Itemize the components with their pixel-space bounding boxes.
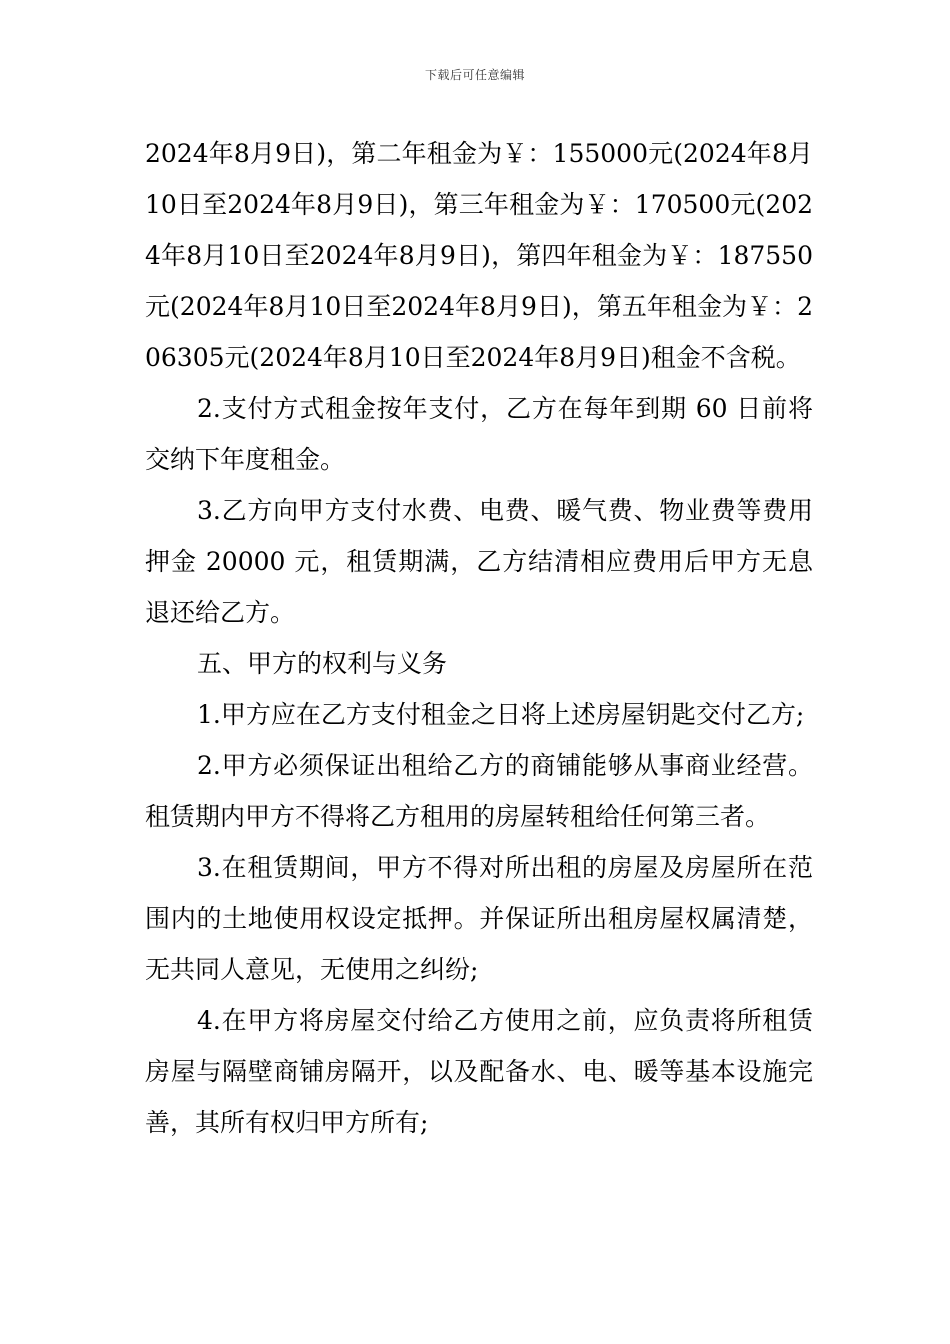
paragraph-landlord-duty-3: 3.在租赁期间，甲方不得对所出租的房屋及房屋所在范围内的土地使用权设定抵押。并保证所出租房屋权属清楚，无共同人意见，无使用之纠纷; — [145, 853, 813, 984]
paragraph-landlord-duty-4: 4.在甲方将房屋交付给乙方使用之前，应负责将所租赁房屋与隔壁商铺房隔开，以及配备水、电、暖等基本设施完善，其所有权归甲方所有; — [145, 1006, 813, 1137]
section-heading-landlord-rights: 五、甲方的权利与义务 — [197, 649, 448, 678]
paragraph-rent-schedule: 2024年8月9日)，第二年租金为￥：155000元(2024年8月10日至2024年8月9日)，第三年租金为￥：170500元(2024年8月10日至2024年8月9日)，第四年租金为￥：187550元(2024年8月10日至2024年8月9日)，第五年租金为￥：206305元(2024年8月10日至2024年8月9日)租金不含税。 — [145, 139, 813, 372]
paragraph-landlord-duty-2: 2.甲方必须保证出租给乙方的商铺能够从事商业经营。租赁期内甲方不得将乙方租用的房屋转租给任何第三者。 — [145, 751, 813, 831]
paragraph-landlord-duty-1: 1.甲方应在乙方支付租金之日将上述房屋钥匙交付乙方; — [197, 700, 805, 729]
document-body — [145, 128, 813, 1148]
paragraph-payment-method: 2.支付方式租金按年支付，乙方在每年到期 60 日前将交纳下年度租金。 — [145, 394, 813, 474]
page-header-note: 下载后可任意编辑 — [424, 68, 525, 82]
paragraph-deposit: 3.乙方向甲方支付水费、电费、暖气费、物业费等费用押金 20000 元，租赁期满，乙方结清相应费用后甲方无息退还给乙方。 — [145, 496, 813, 627]
